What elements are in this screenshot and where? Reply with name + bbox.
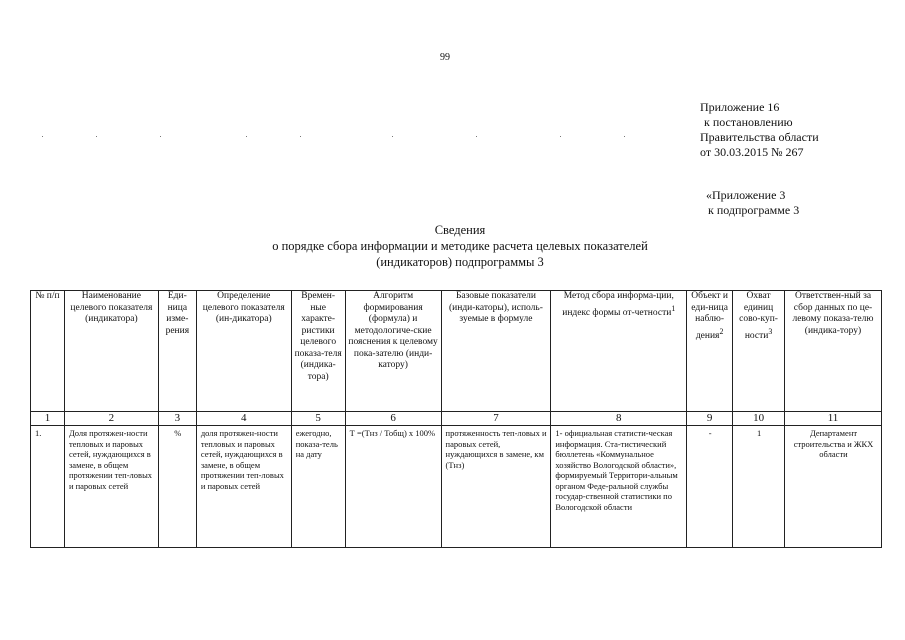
header-cell: Времен-ные характе-ристики целевого показа-теля (индика-тора) — [291, 291, 345, 412]
cell-coverage: 1 — [733, 426, 785, 548]
appendix-line-3: Правительства области — [700, 130, 819, 144]
title-line-1: Сведения — [434, 223, 486, 237]
table-header-row — [31, 291, 882, 412]
column-number: 4 — [196, 412, 291, 426]
header-cell: Определение целевого показателя (ин-дикатора) — [196, 291, 291, 412]
appendix-line-1: Приложение 16 — [700, 100, 780, 114]
cell-collection-method: 1- официальная статисти-ческая информация. Ста-тистический бюллетень «Коммунальное хозяйство Вологодской области», формируемый Территори-альным органом Феде-ральной службы государ-ственной статистики по Вологодской области — [551, 426, 687, 548]
cell-base-indicators: протяженность теп-ловых и паровых сетей, нуждающихся в замене, км (Тнз) — [441, 426, 551, 548]
header-cell: № п/п — [31, 291, 65, 412]
header-cell: Алгоритм формирования (формула) и методологиче-ские пояснения к целевому пока-зателю (инди-катору) — [345, 291, 441, 412]
column-number: 5 — [291, 412, 345, 426]
title-line-3: (индикаторов) подпрограммы 3 — [376, 255, 544, 269]
cell-formula: Т =(Тнз / Тобщ) х 100% — [345, 426, 441, 548]
column-number: 6 — [345, 412, 441, 426]
indicators-table — [30, 290, 882, 548]
cell-time-characteristics: ежегодно, показа-тель на дату — [291, 426, 345, 548]
header-cell: Базовые показатели (инди-каторы), исполь-зуемые в формуле — [441, 291, 551, 412]
column-number: 11 — [785, 412, 882, 426]
header-cell — [687, 291, 733, 412]
appendix-reference — [706, 188, 799, 218]
appendix-ref-line-1: «Приложение 3 — [706, 188, 786, 202]
header-cell: Наименование целевого показателя (индикатора) — [64, 291, 158, 412]
cell-definition: доля протяжен-ности тепловых и паровых сетей, нуждающихся в замене, в общем протяжении теп-ловых и паровых сетей — [196, 426, 291, 548]
footnote-mark: 1 — [671, 303, 676, 313]
cell-indicator-name: Доля протяжен-ности тепловых и паровых сетей, нуждающихся в замене, в общем протяжении теп-ловых и паровых сетей — [64, 426, 158, 548]
header-text: Метод сбора информа-ции, индекс формы от-четности — [562, 291, 674, 318]
column-number-row — [31, 412, 882, 426]
table-row — [31, 426, 882, 548]
appendix-ref-line-2: к подпрограмме 3 — [708, 203, 800, 217]
column-number: 9 — [687, 412, 733, 426]
cell-unit: % — [158, 426, 196, 548]
appendix-stamp — [700, 100, 819, 160]
document-title — [180, 222, 740, 270]
header-cell — [551, 291, 687, 412]
page-number: 99 — [440, 52, 450, 63]
header-text: Объект и еди-ница наблю-дения — [691, 291, 728, 341]
cell-responsible: Департамент строительства и ЖКХ области — [785, 426, 882, 548]
appendix-line-2: к постановлению — [704, 115, 793, 129]
header-cell: Еди-ница изме-рения — [158, 291, 196, 412]
column-number: 2 — [64, 412, 158, 426]
footnote-mark: 2 — [719, 326, 724, 336]
appendix-line-4: от 30.03.2015 № 267 — [700, 145, 804, 159]
column-number: 10 — [733, 412, 785, 426]
cell-index: 1. — [31, 426, 65, 548]
column-number: 7 — [441, 412, 551, 426]
header-cell — [733, 291, 785, 412]
column-number: 1 — [31, 412, 65, 426]
column-number: 3 — [158, 412, 196, 426]
header-cell: Ответствен-ный за сбор данных по це-левому показа-телю (индика-тору) — [785, 291, 882, 412]
footnote-mark: 3 — [768, 326, 773, 336]
column-number: 8 — [551, 412, 687, 426]
header-text: Охват единиц сово-куп-ности — [739, 291, 778, 341]
title-line-2: о порядке сбора информации и методике расчета целевых показателей — [272, 239, 648, 253]
cell-observation-unit: - — [687, 426, 733, 548]
